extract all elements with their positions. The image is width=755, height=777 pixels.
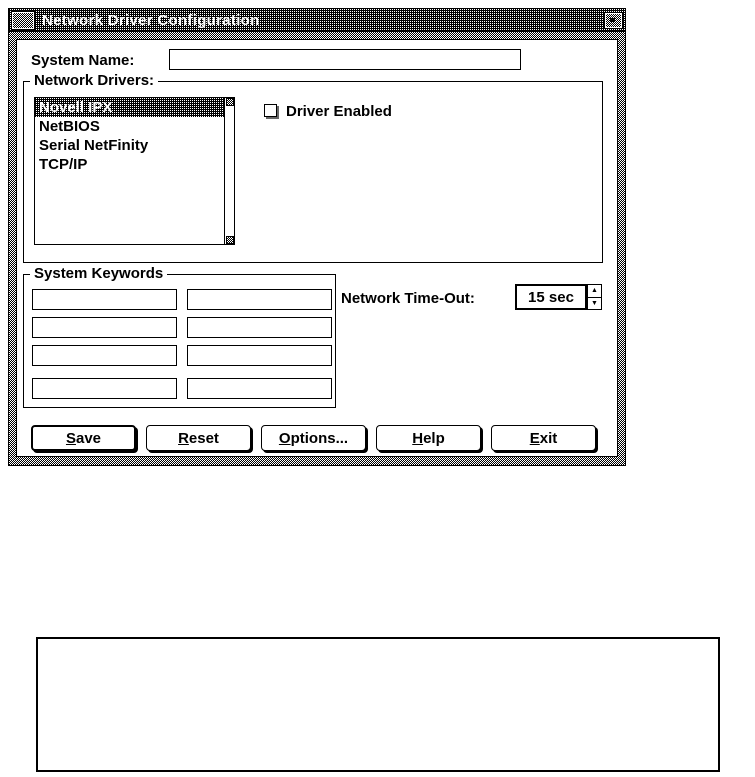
scrollbar-up-icon[interactable] <box>226 98 234 106</box>
keyword-field-7[interactable] <box>32 378 177 399</box>
network-drivers-group-label: Network Drivers: <box>30 72 158 89</box>
titlebar[interactable] <box>9 9 625 32</box>
system-keywords-group <box>23 265 336 408</box>
network-timeout-label: Network Time-Out: <box>341 290 475 307</box>
list-item-novell-ipx[interactable]: Novell IPX <box>35 98 224 117</box>
save-button[interactable]: S ave <box>31 425 136 451</box>
listbox-scrollbar[interactable] <box>224 98 234 244</box>
exit-button[interactable]: E xit <box>491 425 596 451</box>
window-menu-button[interactable] <box>605 13 622 28</box>
keyword-field-4[interactable] <box>187 317 332 338</box>
help-button[interactable]: H elp <box>376 425 481 451</box>
system-name-label: System Name: <box>31 52 135 69</box>
keyword-field-8[interactable] <box>187 378 332 399</box>
window-title: Network Driver Configuration <box>42 11 260 29</box>
network-drivers-group <box>23 72 603 263</box>
figure-box <box>36 637 720 772</box>
window-frame <box>9 32 625 464</box>
scrollbar-down-icon[interactable] <box>226 236 234 244</box>
dialog-content <box>16 39 618 457</box>
window-system-menu-icon[interactable] <box>12 12 34 29</box>
driver-enabled-checkbox[interactable] <box>264 104 277 117</box>
keyword-field-2[interactable] <box>187 289 332 310</box>
system-name-input[interactable] <box>169 49 521 70</box>
list-item-tcp-ip[interactable]: TCP/IP <box>39 156 88 173</box>
spinner-down-icon[interactable]: ▼ <box>587 298 602 311</box>
network-timeout-value[interactable]: 15 sec <box>515 284 587 310</box>
keyword-field-3[interactable] <box>32 317 177 338</box>
keyword-field-1[interactable] <box>32 289 177 310</box>
keyword-field-6[interactable] <box>187 345 332 366</box>
network-timeout-spinner <box>587 284 602 310</box>
network-driver-configuration-window <box>8 8 626 466</box>
list-item-netbios[interactable]: NetBIOS <box>39 118 100 135</box>
list-item-serial-netfinity[interactable]: Serial NetFinity <box>39 137 149 154</box>
network-drivers-listbox[interactable] <box>34 97 235 245</box>
reset-button[interactable]: R eset <box>146 425 251 451</box>
keyword-field-5[interactable] <box>32 345 177 366</box>
network-drivers-list <box>35 98 224 244</box>
spinner-up-icon[interactable]: ▲ <box>587 284 602 298</box>
system-keywords-group-label: System Keywords <box>30 265 167 282</box>
driver-enabled-label: Driver Enabled <box>286 103 392 120</box>
options-button[interactable]: O ptions... <box>261 425 366 451</box>
